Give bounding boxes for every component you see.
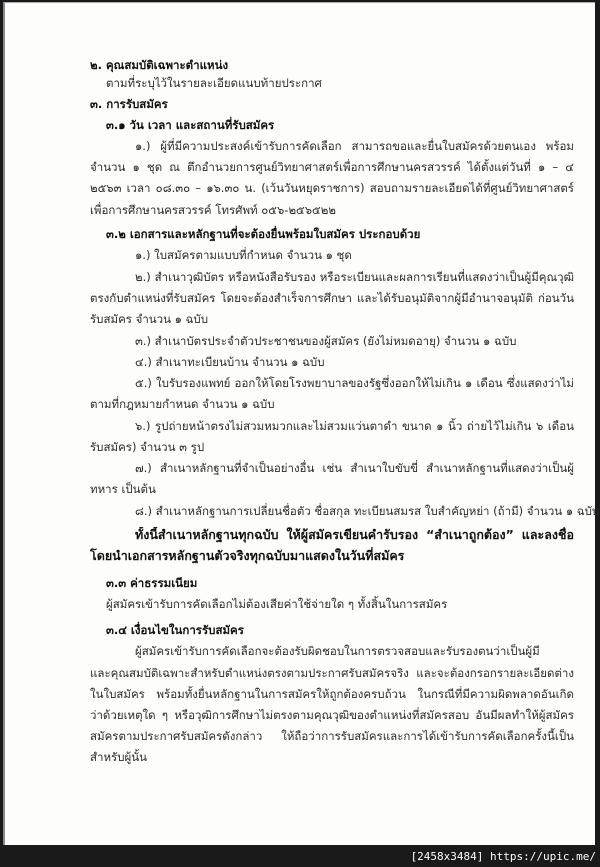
paragraph-line: ผู้สมัครเข้ารับการคัดเลือกไม่ต้องเสียค่าใช้จ่ายใด ๆ ทั้งสิ้นในการสมัคร [106,597,448,611]
list-item: ๕.) ใบรับรองแพทย์ ออกให้โดยโรงพยาบาลของรัฐซึ่งออกให้ไม่เกิน ๑ เดือน ซึ่งแสดงว่าไม่ [135,376,574,390]
list-item: ๘.) สำเนาหลักฐานการเปลี่ยนชื่อตัว ชื่อสกุล ทะเบียนสมรส ใบสำคัญหย่า (ถ้ามี) จำนวน ๑ ฉบับ [135,504,600,518]
paragraph-line: ๒๕๖๓ เวลา ๐๘.๓๐ – ๑๖.๓๐ น. (เว้นวันหยุดราชการ) สอบถามรายละเอียดได้ที่ศูนย์วิทยาศาสตร์ [90,181,574,195]
section-3-heading: ๓. การรับสมัคร [90,97,168,111]
paragraph-line: ว่าด้วยเหตุใด ๆ หรือวุฒิการศึกษาไม่ตรงตามคุณวุฒิของตำแหน่งที่สมัครสอบ อันมีผลทำให้ผู้สมัคร [90,708,574,722]
section-3-3-heading: ๓.๓ ค่าธรรมเนียม [106,576,198,590]
paragraph-line: ตามที่กฎหมายกำหนด จำนวน ๑ ฉบับ [90,397,275,411]
emphasis-note: ทั้งนี้สำเนาหลักฐานทุกฉบับ ให้ผู้สมัครเขียนคำรับรอง “สำเนาถูกต้อง” และลงชื่อ [135,527,574,542]
paragraph-line: ๑.) ผู้ที่มีความประสงค์เข้ารับการคัดเลือก สามารถขอและยื่นใบสมัครด้วยตนเอง พร้อม [135,139,574,153]
document-page [3,2,600,845]
list-item: ๖.) รูปถ่ายหน้าตรงไม่สวมหมวกและไม่สวมแว่นตาดำ ขนาด ๑ นิ้ว ถ่ายไว้ไม่เกิน ๖ เดือน [135,419,574,433]
paragraph-line: รับสมัคร จำนวน ๑ ฉบับ [90,312,209,326]
paragraph-line: และคุณสมบัติเฉพาะสำหรับตำแหน่งตรงตามประกาศรับสมัครจริง และจะต้องกรอกรายละเอียดต่าง [90,666,574,680]
image-host-watermark: [2458x3484] https://upic.me/ [410,850,596,863]
paragraph-line: จำนวน ๑ ชุด ณ ตึกอำนวยการศูนย์วิทยาศาสตร์เพื่อการศึกษานครสวรรค์ ได้ตั้งแต่วันที่ ๑ – ๔ [90,160,574,174]
paragraph-line: เพื่อการศึกษานครสวรรค์ โทรศัพท์ ๐๕๖-๒๕๖๕๒๒ [90,203,336,217]
section-2-heading: ๒. คุณสมบัติเฉพาะตำแหน่ง [90,58,229,72]
paragraph-line: ผู้สมัครเข้ารับการคัดเลือกจะต้องรับผิดชอบในการตรวจสอบและรับรองตนว่าเป็นผู้มี [135,644,540,658]
emphasis-note: โดยนำเอกสารหลักฐานตัวจริงทุกฉบับมาแสดงในวันที่สมัคร [90,548,405,563]
paragraph-line: สำหรับผู้นั้น [90,750,147,764]
paragraph-line: รับสมัคร) จำนวน ๓ รูป [90,440,205,454]
section-3-1-heading: ๓.๑ วัน เวลา และสถานที่รับสมัคร [106,118,275,132]
section-3-4-heading: ๓.๔ เงื่อนไขในการรับสมัคร [106,623,244,637]
list-item: ๒.) สำเนาวุฒิบัตร หรือหนังสือรับรอง หรือระเบียนและผลการเรียนที่แสดงว่าเป็นผู้มีคุณวุฒิ [135,270,574,284]
list-item: ๓.) สำเนาบัตรประจำตัวประชาชนของผู้สมัคร (ยังไม่หมดอายุ) จำนวน ๑ ฉบับ [135,334,517,348]
paragraph-line: ตามที่ระบุไว้ในรายละเอียดแนบท้ายประกาศ [106,76,322,90]
paragraph-line: ทหาร เป็นต้น [90,482,156,496]
paragraph-line: ตรงกับตำแหน่งที่รับสมัคร โดยจะต้องสำเร็จการศึกษา และได้รับอนุมัติจากผู้มีอำนาจอนุมัติ ก่อนวัน [90,291,574,305]
section-3-2-heading: ๓.๒ เอกสารและหลักฐานที่จะต้องยื่นพร้อมใบสมัคร ประกอบด้วย [106,227,421,241]
list-item: ๗.) สำเนาหลักฐานที่จำเป็นอย่างอื่น เช่น สำเนาใบขับขี่ สำเนาหลักฐานที่แสดงว่าเป็นผู้ [135,461,574,475]
paragraph-line: สมัครตามประกาศรับสมัครดังกล่าว ให้ถือว่าการรับสมัครและการได้เข้ารับการคัดเลือกครั้งนี้เป็น [90,729,574,743]
list-item: ๑.) ใบสมัครตามแบบที่กำหนด จำนวน ๑ ชุด [135,248,352,262]
list-item: ๔.) สำเนาทะเบียนบ้าน จำนวน ๑ ฉบับ [135,355,325,369]
paragraph-line: ในใบสมัคร พร้อมทั้งยื่นหลักฐานในการสมัครให้ถูกต้องครบถ้วน ในกรณีที่มีความผิดพลาดอันเกิด [90,687,574,701]
